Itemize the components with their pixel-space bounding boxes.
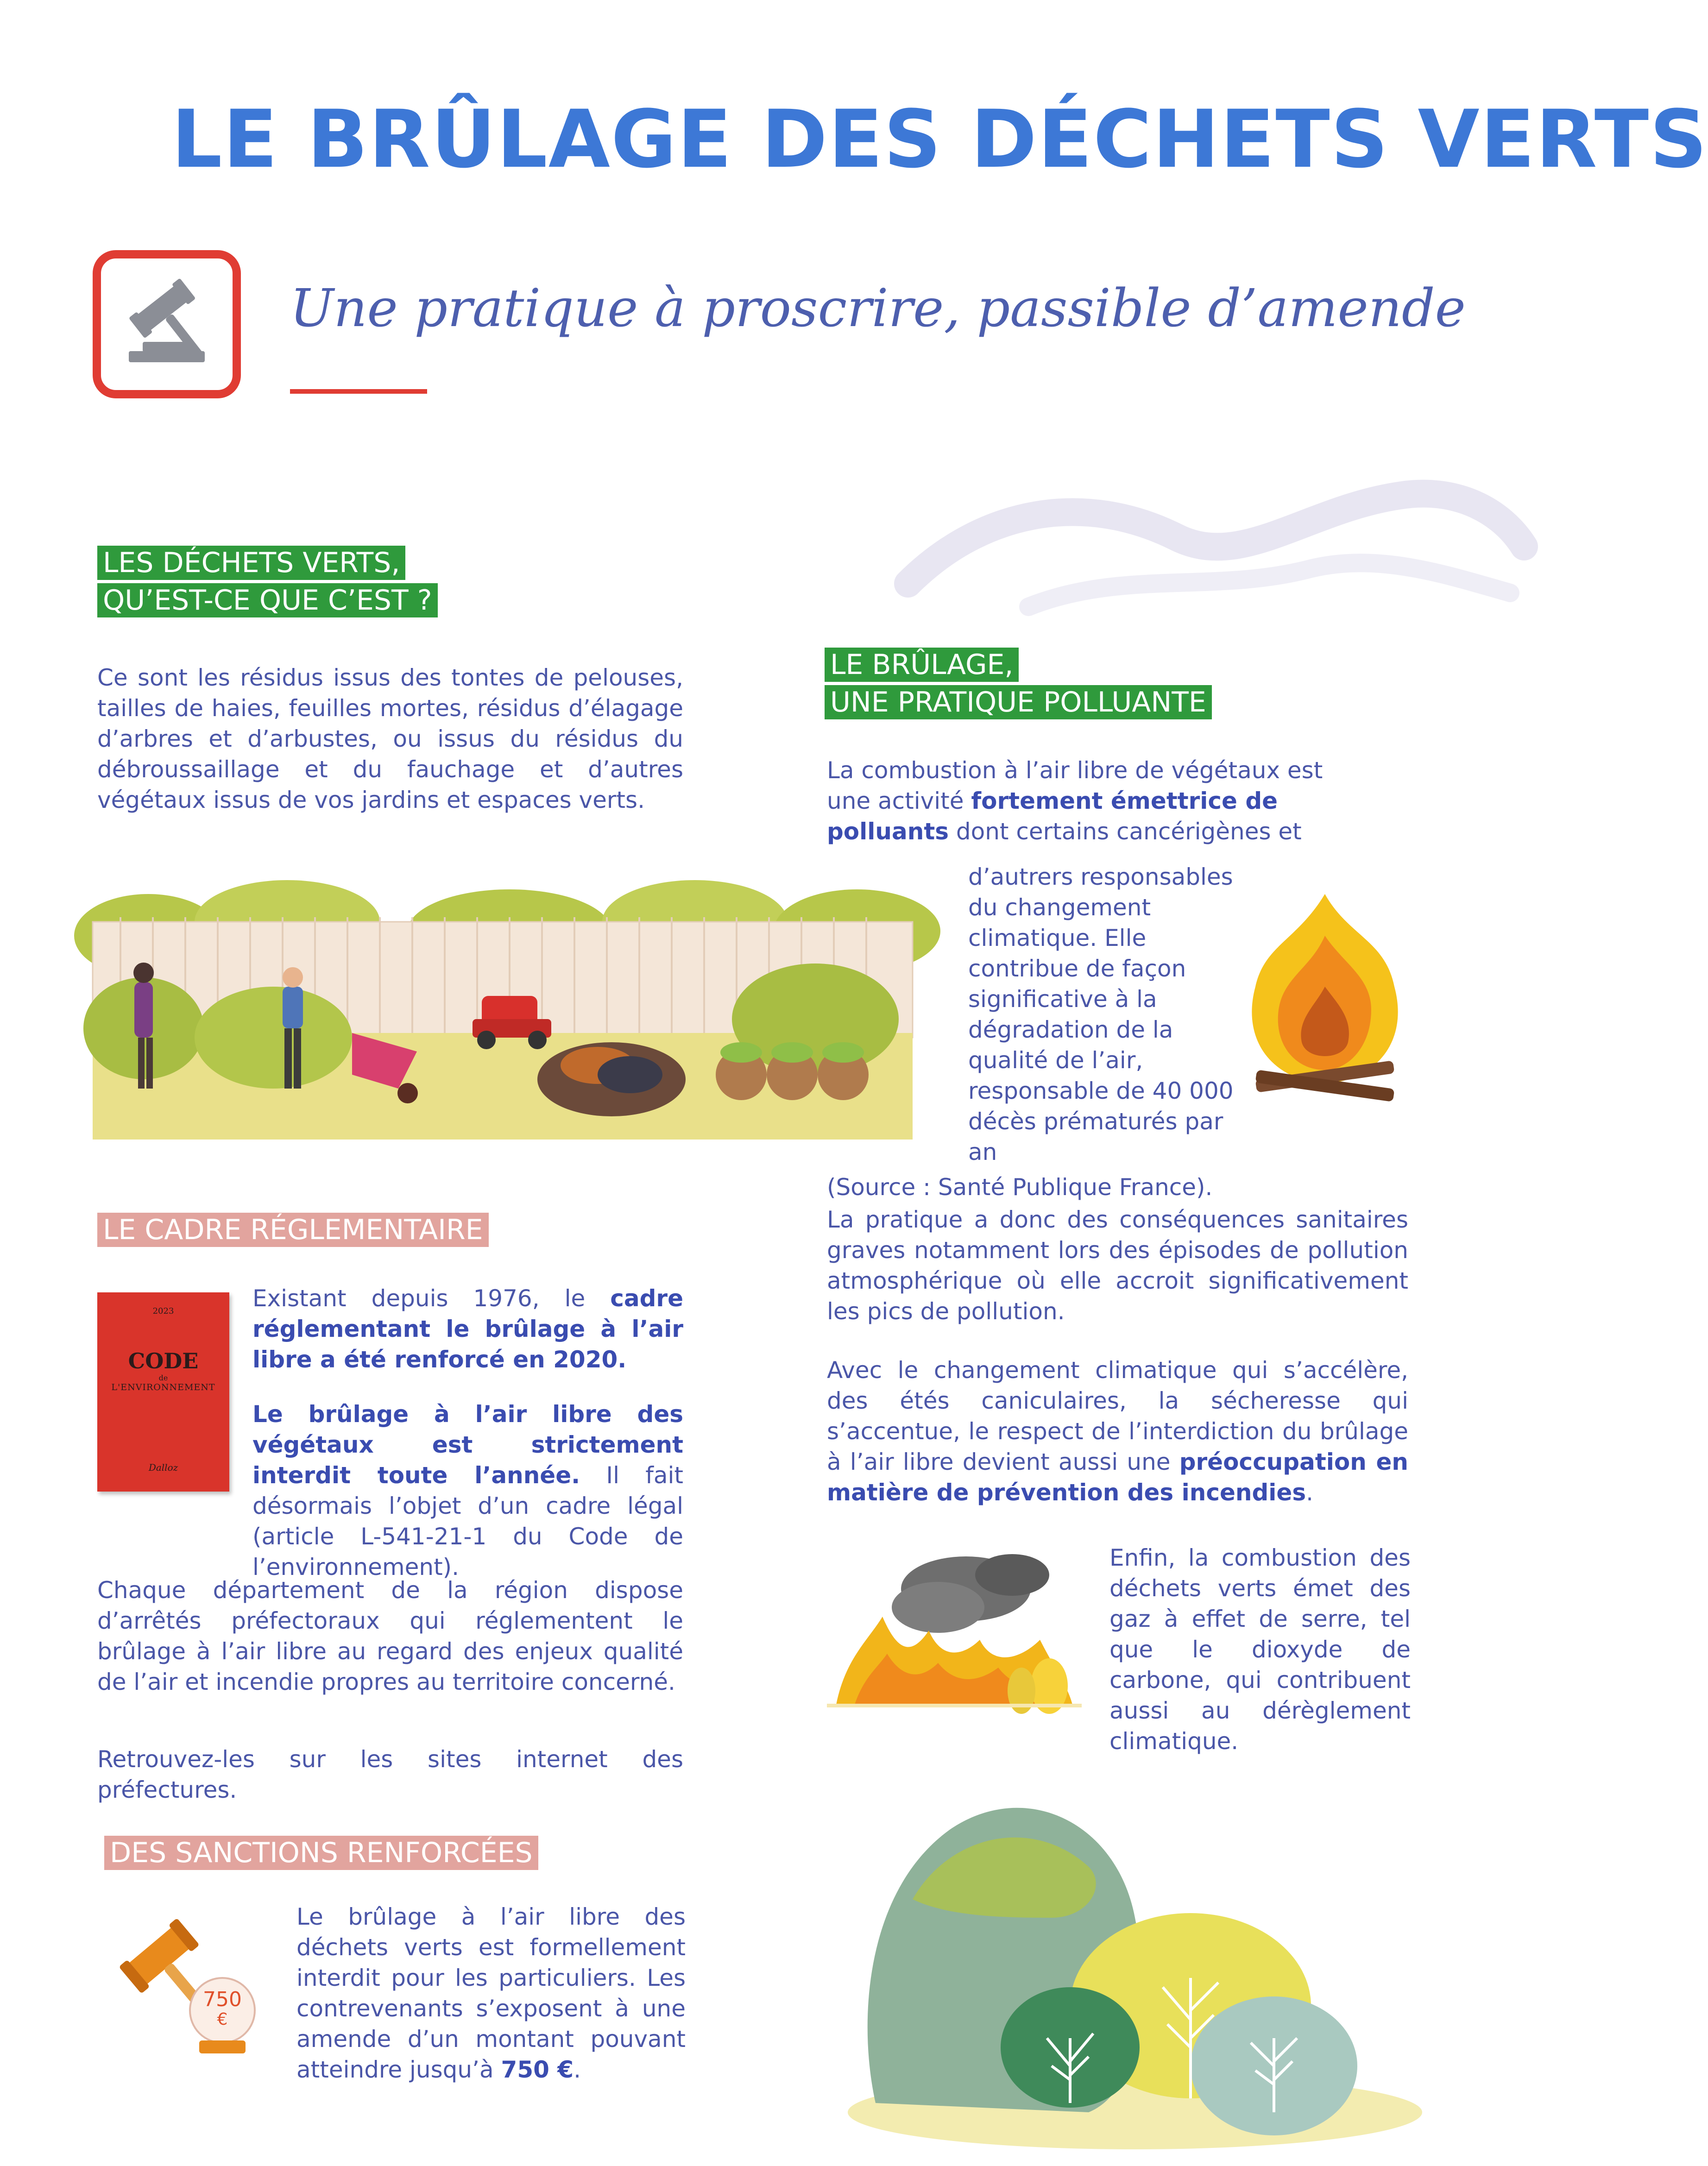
subtitle: Une pratique à proscrire, passible d’amende — [290, 278, 1466, 339]
gavel-icon — [107, 1908, 264, 2061]
heading-line: LE CADRE RÉGLEMENTAIRE — [97, 1213, 489, 1247]
smoke-decoration — [889, 454, 1529, 621]
fine-currency: € — [217, 2010, 228, 2029]
paragraph-cadre-interdiction: Le brûlage à l’air libre des végétaux est strictement interdit toute l’année. Il fait désormais l’objet d’un cadre légal (article L-541-21-1 du Code de l’environnement). — [252, 1401, 683, 1580]
code-book-image — [97, 1292, 229, 1492]
garden-illustration — [93, 880, 913, 1140]
heading-line: QU’EST-CE QUE C’EST ? — [97, 583, 438, 617]
forest-fire-illustration — [827, 1547, 1082, 1714]
heading-line: LES DÉCHETS VERTS, — [97, 546, 405, 580]
heading-line: DES SANCTIONS RENFORCÉES — [104, 1836, 538, 1870]
shrubs-illustration — [829, 1779, 1436, 2159]
heading-cadre-reglementaire — [97, 1211, 489, 1249]
heading-line: UNE PRATIQUE POLLUANTE — [825, 685, 1212, 719]
paragraph-dechets-verts: Ce sont les résidus issus des tontes de pelouses, tailles de haies, feuilles mortes, résidus d’élagage d’arbres et d’arbustes, ou issus du résidus du débroussaillage et du fauchage et d’autres végétaux issus de vos jardins et espaces verts. — [97, 664, 683, 813]
paragraph-pollution-gaz: Enfin, la combustion des déchets verts émet des gaz à effet de serre, tel que le dioxyde de carbone, qui contribuent aussi au dérèglement climatique. — [1109, 1544, 1411, 1755]
paragraph-cadre-intro: Existant depuis 1976, le cadre réglementant le brûlage à l’air libre a été renforcé en 2020. — [252, 1285, 683, 1373]
book-year: 2023 — [152, 1306, 174, 1316]
paragraph-pollution-intro: La combustion à l’air libre de végétaux est une activité fortement émettrice de polluants dont certains cancérigènes et — [827, 757, 1323, 845]
gavel-icon-box — [93, 250, 241, 398]
fire-illustration — [1228, 885, 1422, 1107]
paragraph-pollution-detail: d’autrers responsables du changement climatique. Elle contribue de façon significative à la dégradation de la qualité de l’air, responsable de 40 000 décès prématurés par an — [968, 863, 1234, 1165]
fine-amount: 750 — [203, 1988, 242, 2011]
paragraph-pollution-source: (Source : Santé Publique France). — [827, 1174, 1213, 1201]
heading-dechets-verts — [97, 544, 438, 619]
paragraph-cadre-prefectures: Retrouvez-les sur les sites internet des préfectures. — [97, 1746, 683, 1803]
book-title: de — [158, 1373, 168, 1382]
book-title: L'ENVIRONNEMENT — [111, 1382, 215, 1392]
book-publisher: Dalloz — [148, 1462, 178, 1473]
paragraph-pollution-consequences: La pratique a donc des conséquences sanitaires graves notamment lors des épisodes de pollution atmosphérique où elle accroit significativement les pics de pollution. — [827, 1206, 1408, 1325]
gavel-fine-illustration — [107, 1908, 264, 2061]
gavel-icon — [101, 258, 233, 390]
paragraph-pollution-incendies: Avec le changement climatique qui s’accélère, des étés caniculaires, la sécheresse qui s’accentue, le respect de l’interdiction du brûlage à l’air libre devient aussi une préoccupation en matière de prévention des incendies. — [827, 1357, 1408, 1506]
heading-sanctions — [104, 1834, 538, 1872]
paragraph-sanctions: Le brûlage à l’air libre des déchets verts est formellement interdit pour les particuliers. Les contrevenants s’exposent à une amende d’un montant pouvant atteindre jusqu’à 750 €. — [296, 1903, 686, 2083]
paragraph-cadre-departements: Chaque département de la région dispose d’arrêtés préfectoraux qui réglementent le brûlage à l’air libre au regard des enjeux qualité de l’air et incendie propres au territoire concerné. — [97, 1577, 683, 1695]
page-title: LE BRÛLAGE DES DÉCHETS VERTS — [171, 93, 1708, 186]
book-title: CODE — [128, 1348, 199, 1373]
heading-line: LE BRÛLAGE, — [825, 648, 1019, 682]
heading-brulage-polluant — [825, 646, 1212, 721]
subtitle-underline — [290, 389, 427, 394]
